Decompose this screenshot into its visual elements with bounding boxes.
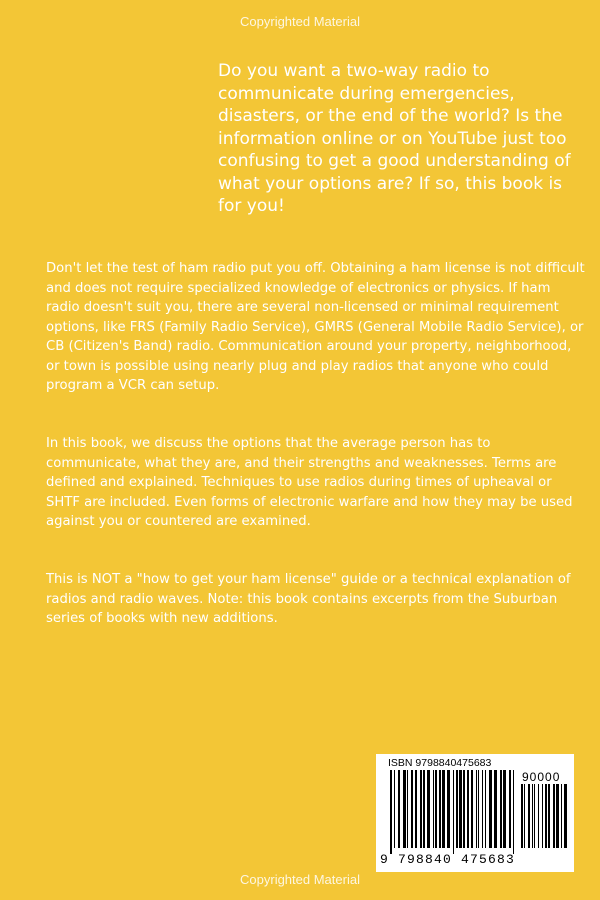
barcode-bar — [467, 770, 469, 848]
isbn-barcode — [376, 754, 574, 872]
barcode-bar — [471, 770, 473, 848]
barcode-bar — [420, 770, 422, 848]
barcode-bar — [489, 770, 492, 848]
barcode-bar — [521, 784, 523, 848]
barcode-bar — [407, 770, 408, 848]
barcode-bar — [403, 770, 406, 848]
barcode-bar — [542, 784, 543, 848]
barcode-bar — [415, 770, 417, 848]
barcode-bar — [545, 784, 547, 848]
barcode-bar — [553, 784, 555, 848]
barcode-bar — [459, 770, 462, 848]
barcode-bar — [427, 770, 430, 848]
addon-bars — [521, 784, 569, 854]
barcode-digits: 9 798840 475683 — [380, 852, 516, 867]
barcode-bar — [532, 784, 533, 848]
barcode-bar — [494, 770, 497, 848]
barcode-bar — [423, 770, 425, 848]
barcode-bar — [538, 784, 539, 848]
barcode-bar — [433, 770, 434, 848]
barcode-bar — [394, 770, 395, 848]
barcode-bar — [509, 770, 511, 848]
description-paragraph-3: This is NOT a "how to get your ham license" guide or a technical explanation of radios and radio waves. Note: this book contains excerpts from the Suburban series of books with new additions. — [46, 572, 571, 626]
barcode-bar — [439, 770, 441, 848]
intro-blurb: Do you want a two-way radio to communicate during emergencies, disasters, or the end of the world? Is the information online or on YouTube just too confusing to get a good understanding of what your options are? If so, this book is for you! — [218, 61, 571, 216]
barcode-bar — [548, 784, 550, 848]
barcode-bar — [453, 770, 454, 854]
isbn-label: ISBN 9798840475683 — [388, 757, 492, 769]
barcode-bar — [398, 770, 400, 848]
barcode-bar — [482, 770, 483, 848]
copyright-watermark-bottom: Copyrighted Material — [240, 872, 360, 887]
price-addon-label: 90000 — [522, 770, 561, 784]
description-paragraph-2: In this book, we discuss the options that the average person has to communicate, what they are, and their strengths and weaknesses. Terms are defined and explained. Techniques to use radios during times of upheaval or SHTF are included. Even forms of electronic warfare and how they may be used against you or countered are examined. — [46, 436, 573, 529]
barcode-bar — [556, 784, 559, 848]
barcode-bar — [456, 770, 458, 848]
barcode-bar — [485, 770, 486, 848]
barcode-bar — [390, 770, 392, 854]
barcode-bar — [411, 770, 413, 848]
barcode-bar — [500, 770, 502, 848]
description-paragraph-1: Don't let the test of ham radio put you off. Obtaining a ham license is not difficult and does not require specialized knowledge of electronics or physics. If ham radio doesn't suit you, there are several non-licensed or minimal requirement options, like FRS (Family Radio Service), GMRS (General Mobile Radio Service), or CB (Citizen's Band) radio. Communication around your property, neighborhood, or town is possible using nearly plug and play radios that anyone who could program a VCR can setup. — [46, 261, 585, 393]
barcode-bar — [561, 784, 562, 848]
barcode-bar — [513, 770, 514, 854]
barcode-bar — [528, 784, 530, 848]
barcode-bar — [463, 770, 465, 848]
barcode-bar — [503, 770, 506, 848]
barcode-bar — [478, 770, 479, 848]
barcode-bar — [564, 784, 567, 848]
copyright-watermark-top: Copyrighted Material — [240, 14, 360, 29]
barcode-bar — [447, 770, 450, 848]
barcode-bar — [435, 770, 437, 848]
ean13-bars — [390, 770, 516, 854]
barcode-bar — [524, 784, 525, 848]
barcode-bar — [534, 784, 535, 848]
barcode-bar — [476, 770, 477, 848]
barcode-bar — [442, 770, 445, 848]
